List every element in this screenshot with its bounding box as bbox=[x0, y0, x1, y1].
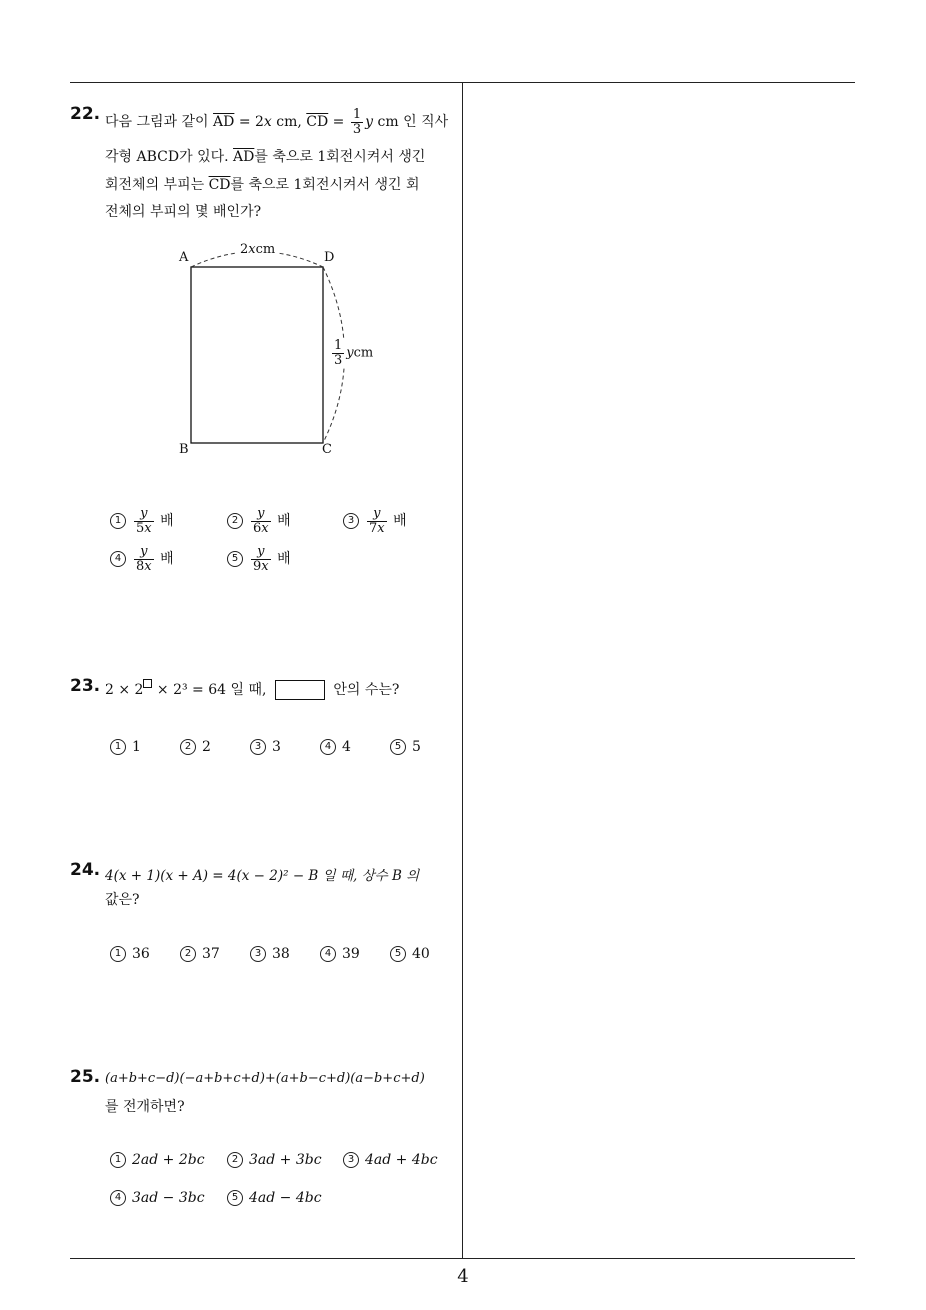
vertex-label-a: A bbox=[179, 250, 189, 265]
option-5[interactable]: 5 40 bbox=[390, 946, 430, 962]
option-4[interactable]: 4 $\frac{y}{8x}$ 배 bbox=[110, 545, 174, 573]
question-text-line-1: 4(x + 1)(x + A) = 4(x − 2)² − B 일 때, 상수 B 의 bbox=[105, 868, 420, 884]
option-1[interactable]: 1 2ad + 2bc bbox=[110, 1152, 205, 1168]
fraction: $\frac{1}{3}$ bbox=[352, 107, 362, 137]
question-text: 2 × 2 × 2³ = 64 일 때, 안의 수는? bbox=[105, 679, 399, 700]
vertex-label-b: B bbox=[179, 442, 189, 457]
option-2[interactable]: 2 37 bbox=[180, 946, 220, 962]
question-text-line-2: 값은? bbox=[105, 892, 140, 908]
option-4[interactable]: 4 39 bbox=[320, 946, 360, 962]
option-5[interactable]: 5 4ad − 4bc bbox=[227, 1190, 322, 1206]
option-4[interactable]: 4 3ad − 3bc bbox=[110, 1190, 205, 1206]
option-2[interactable]: 2 3ad + 3bc bbox=[227, 1152, 322, 1168]
rectangle-abcd bbox=[191, 267, 323, 443]
question-number: 24. bbox=[70, 860, 101, 880]
option-1[interactable]: 1 1 bbox=[110, 739, 141, 755]
question-text-line-4: 전체의 부피의 몇 배인가? bbox=[105, 204, 262, 220]
option-2[interactable]: 2 2 bbox=[180, 739, 211, 755]
page-number: 4 bbox=[457, 1266, 469, 1287]
answer-blank-box bbox=[275, 680, 325, 700]
question-number: 22. bbox=[70, 104, 101, 124]
option-3[interactable]: 3 4ad + 4bc bbox=[343, 1152, 438, 1168]
question-text-line-2: 를 전개하면? bbox=[105, 1099, 185, 1115]
vertex-label-c: C bbox=[322, 442, 332, 457]
question-text-line-1: (a+b+c−d)(−a+b+c+d)+(a+b−c+d)(a−b+c+d) bbox=[105, 1071, 425, 1086]
option-2[interactable]: 2 $\frac{y}{6x}$ 배 bbox=[227, 507, 291, 535]
question-number: 25. bbox=[70, 1067, 101, 1087]
option-5[interactable]: 5 $\frac{y}{9x}$ 배 bbox=[227, 545, 291, 573]
option-3[interactable]: 3 38 bbox=[250, 946, 290, 962]
option-4[interactable]: 4 4 bbox=[320, 739, 351, 755]
question-text-line-3: 회전체의 부피는 $\overline{CD}$를 축으로 1회전시켜서 생긴 회 bbox=[105, 177, 420, 193]
vertex-label-d: D bbox=[324, 250, 335, 265]
option-1[interactable]: 1 $\frac{y}{5x}$ 배 bbox=[110, 507, 174, 535]
column-divider bbox=[462, 83, 463, 1259]
top-dimension-label: 2xcm bbox=[237, 242, 278, 257]
option-1[interactable]: 1 36 bbox=[110, 946, 150, 962]
side-dimension-label: $\frac{1}{3}$ ycm bbox=[328, 339, 375, 367]
option-5[interactable]: 5 5 bbox=[390, 739, 421, 755]
option-3[interactable]: 3 3 bbox=[250, 739, 281, 755]
question-text-line-2: 각형 ABCD가 있다. $\overline{AD}$를 축으로 1회전시켜서 생긴 bbox=[105, 149, 426, 165]
question-number: 23. bbox=[70, 676, 101, 696]
option-3[interactable]: 3 $\frac{y}{7x}$ 배 bbox=[343, 507, 407, 535]
question-text-line-1: 다음 그림과 같이 $\overline{AD} = 2x$ cm, $\overline{CD}$ = $\frac{1}{3}$ y cm 인 직사 bbox=[105, 107, 449, 137]
